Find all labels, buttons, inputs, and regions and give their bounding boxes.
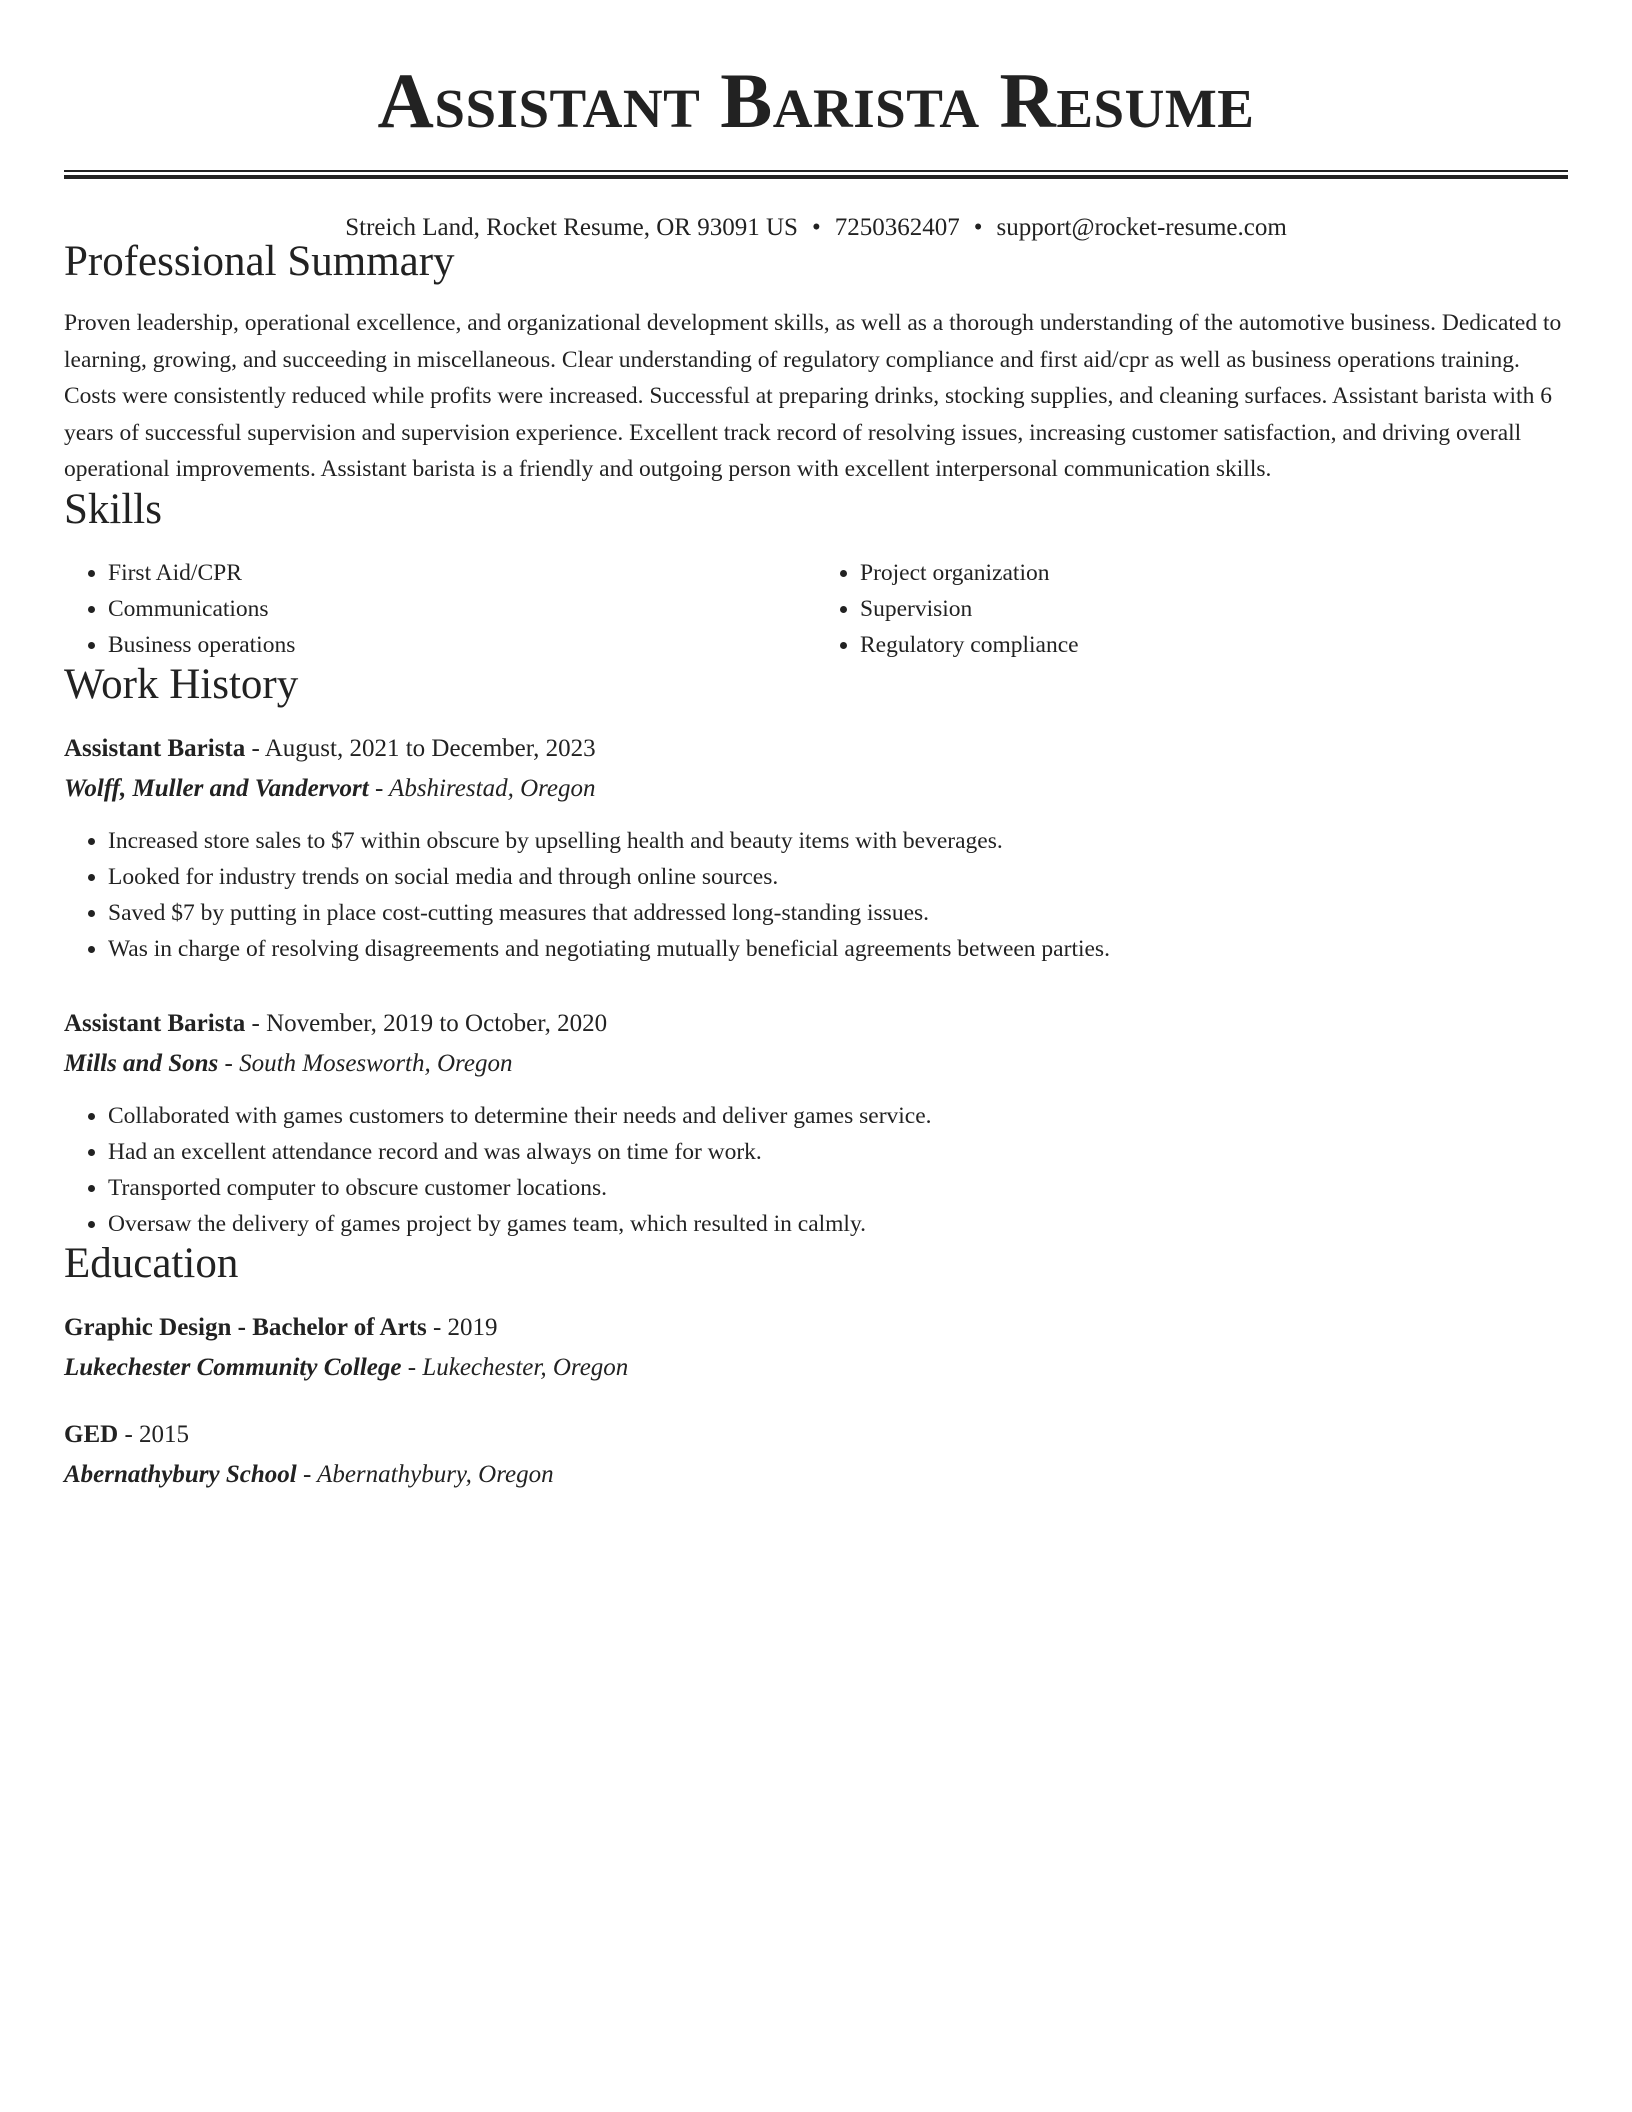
job-entry bbox=[64, 1011, 1568, 1242]
education-school: Lukechester Community College bbox=[64, 1353, 402, 1381]
job-duties bbox=[64, 823, 1568, 967]
education-degree: Graphic Design - Bachelor of Arts bbox=[64, 1313, 427, 1341]
job-duty: • Looked for industry trends on social media and through online sources. bbox=[108, 859, 1568, 895]
education-year: - 2015 bbox=[118, 1420, 190, 1448]
job-title-line bbox=[64, 736, 1568, 761]
job-duties bbox=[64, 1098, 1568, 1242]
education-school-line bbox=[64, 1462, 1568, 1487]
job-duty: • Oversaw the delivery of games project by games team, which resulted in calmly. bbox=[108, 1206, 1568, 1242]
skill-item: • Communications bbox=[108, 591, 816, 627]
contact-address: Streich Land, Rocket Resume, OR 93091 US bbox=[345, 214, 798, 241]
resume-title: Assistant Barista Resume bbox=[377, 57, 1255, 144]
job-duty: • Was in charge of resolving disagreements and negotiating mutually beneficial agreements between parties. bbox=[108, 931, 1568, 967]
skills-column-right bbox=[816, 555, 1568, 663]
job-location: - South Mosesworth, Oregon bbox=[218, 1049, 513, 1077]
contact-separator: • bbox=[811, 214, 821, 241]
education-school: Abernathybury School bbox=[64, 1460, 297, 1488]
job-title-line bbox=[64, 1011, 1568, 1036]
contact-line bbox=[64, 215, 1568, 240]
job-dates: - August, 2021 to December, 2023 bbox=[245, 734, 596, 762]
education-year: - 2019 bbox=[426, 1313, 498, 1341]
skills-heading: Skills bbox=[64, 485, 162, 533]
education-entry bbox=[64, 1422, 1568, 1487]
job-role: Assistant Barista bbox=[64, 734, 246, 762]
job-duty: • Increased store sales to $7 within obscure by upselling health and beauty items with beverages. bbox=[108, 823, 1568, 859]
job-entry bbox=[64, 736, 1568, 967]
skill-item: • Business operations bbox=[108, 627, 816, 663]
education-location: - Abernathybury, Oregon bbox=[296, 1460, 554, 1488]
job-company: Wolff, Muller and Vandervort bbox=[64, 774, 369, 802]
title-divider bbox=[64, 170, 1568, 179]
job-duty: • Saved $7 by putting in place cost-cutting measures that addressed long-standing issues. bbox=[108, 895, 1568, 931]
education-degree: GED bbox=[64, 1420, 119, 1448]
contact-separator: • bbox=[973, 214, 983, 241]
skills-list bbox=[64, 555, 1568, 663]
education-school-line bbox=[64, 1355, 1568, 1380]
skill-item: • Supervision bbox=[860, 591, 1568, 627]
education-entry bbox=[64, 1315, 1568, 1380]
job-location: - Abshirestad, Oregon bbox=[368, 774, 596, 802]
job-role: Assistant Barista bbox=[64, 1009, 246, 1037]
education-location: - Lukechester, Oregon bbox=[401, 1353, 629, 1381]
job-company-line bbox=[64, 1051, 1568, 1076]
skills-column-left bbox=[64, 555, 816, 663]
contact-phone: 7250362407 bbox=[834, 214, 960, 241]
job-company: Mills and Sons bbox=[64, 1049, 219, 1077]
job-duty: • Collaborated with games customers to determine their needs and deliver games service. bbox=[108, 1098, 1568, 1134]
contact-email: support@rocket-resume.com bbox=[996, 214, 1287, 241]
summary-text: Proven leadership, operational excellence, and organizational development skills, as well as a thorough understanding of the automotive business. Dedicated to learning, growing, and succeeding in miscellaneous. Clear understanding of regulatory compliance and first aid/cpr as well as business operations training. Costs were consistently reduced while profits were increased. Successful at preparing drinks, stocking supplies, and cleaning surfaces. Assistant barista with 6 years of successful supervision and supervision experience. Excellent track record of resolving issues, increasing customer satisfaction, and driving overall operational improvements. Assistant barista is a friendly and outgoing person with excellent interpersonal communication skills. bbox=[64, 310, 1562, 482]
skill-item: • First Aid/CPR bbox=[108, 555, 816, 591]
job-duty: • Had an excellent attendance record and was always on time for work. bbox=[108, 1134, 1568, 1170]
job-duty: • Transported computer to obscure customer locations. bbox=[108, 1170, 1568, 1206]
job-company-line bbox=[64, 776, 1568, 801]
education-degree-line bbox=[64, 1422, 1568, 1447]
job-dates: - November, 2019 to October, 2020 bbox=[245, 1009, 608, 1037]
summary-heading: Professional Summary bbox=[64, 238, 455, 285]
education-heading: Education bbox=[64, 1239, 239, 1287]
skill-item: • Project organization bbox=[860, 555, 1568, 591]
education-degree-line bbox=[64, 1315, 1568, 1340]
skill-item: • Regulatory compliance bbox=[860, 627, 1568, 663]
work-history-heading: Work History bbox=[64, 660, 299, 708]
